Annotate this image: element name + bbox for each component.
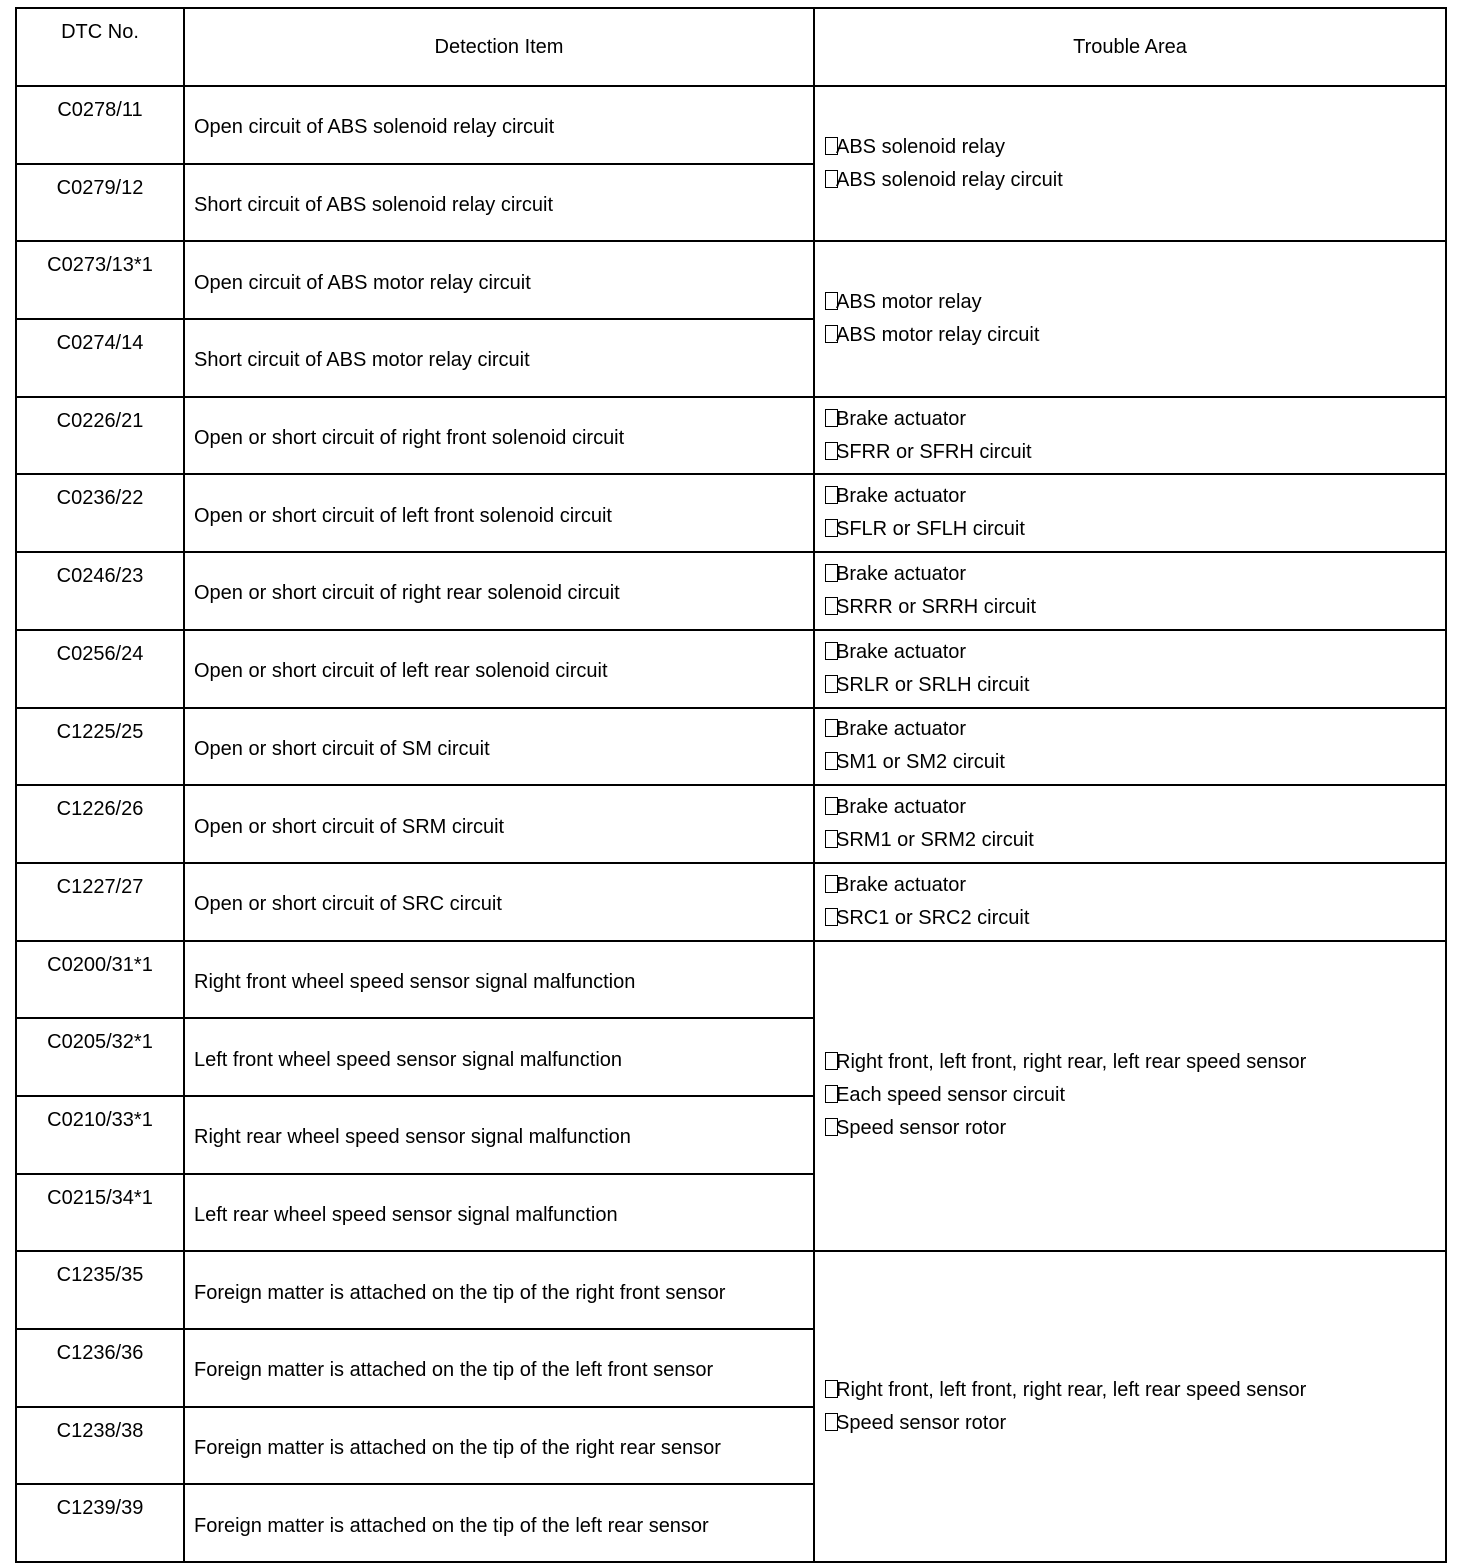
trouble-area-line [825,591,1445,624]
table-row [16,397,1446,475]
trouble-area-text: Brake actuator [836,640,967,663]
dtc-code: C0236/22 [16,474,184,552]
table-row [16,863,1446,941]
trouble-area-line [825,1374,1445,1407]
table-body [16,86,1446,1562]
trouble-area-text: SRLR or SRLH circuit [836,673,1030,696]
detection-item: Left rear wheel speed sensor signal malfunction [184,1174,814,1252]
trouble-area-text: SFLR or SFLH circuit [836,518,1025,541]
detection-item: Open circuit of ABS solenoid relay circuit [184,86,814,164]
trouble-area-text: Brake actuator [836,562,967,585]
trouble-area-line [825,1112,1445,1145]
detection-item: Left front wheel speed sensor signal malfunction [184,1018,814,1096]
trouble-area-line [825,791,1445,824]
trouble-area-text: SM1 or SM2 circuit [836,751,1005,774]
dtc-code: C0256/24 [16,630,184,708]
trouble-area-text: ABS solenoid relay [836,135,1005,158]
trouble-area [814,552,1446,630]
detection-item: Foreign matter is attached on the tip of the right rear sensor [184,1407,814,1485]
trouble-area-line [825,636,1445,669]
dtc-code: C0278/11 [16,86,184,164]
detection-item: Open or short circuit of left front solenoid circuit [184,474,814,552]
trouble-area-text: ABS motor relay circuit [836,324,1040,347]
dtc-table-container [15,7,1447,1563]
trouble-area-text: SRM1 or SRM2 circuit [836,829,1034,852]
trouble-area-line [825,164,1445,197]
trouble-area-line [825,319,1445,352]
dtc-code: C0279/12 [16,164,184,242]
trouble-area-text: Right front, left front, right rear, left rear speed sensor [836,1378,1307,1401]
dtc-code: C0205/32*1 [16,1018,184,1096]
trouble-area-line [825,713,1445,746]
trouble-area [814,630,1446,708]
trouble-area [814,708,1446,786]
dtc-code: C0210/33*1 [16,1096,184,1174]
table-row [16,1251,1446,1329]
trouble-area-line [825,558,1445,591]
trouble-area [814,863,1446,941]
dtc-code: C0246/23 [16,552,184,630]
dtc-code: C0226/21 [16,397,184,475]
trouble-area-line [825,131,1445,164]
detection-item: Right front wheel speed sensor signal malfunction [184,941,814,1019]
dtc-code: C1225/25 [16,708,184,786]
detection-item: Open or short circuit of left rear solenoid circuit [184,630,814,708]
trouble-area-text: Brake actuator [836,485,967,508]
dtc-code: C1236/36 [16,1329,184,1407]
table-row [16,630,1446,708]
trouble-area [814,86,1446,241]
table-row [16,708,1446,786]
table-row [16,941,1446,1019]
trouble-area-line [825,286,1445,319]
trouble-area-line [825,824,1445,857]
trouble-area-text: Speed sensor rotor [836,1411,1007,1434]
trouble-area-text: SRRR or SRRH circuit [836,595,1037,618]
trouble-area [814,474,1446,552]
trouble-area [814,941,1446,1252]
trouble-area-line [825,480,1445,513]
dtc-code: C0274/14 [16,319,184,397]
trouble-area-line [825,436,1445,469]
trouble-area [814,397,1446,475]
trouble-area-text: ABS solenoid relay circuit [836,168,1063,191]
trouble-area-text: Brake actuator [836,796,967,819]
detection-item: Foreign matter is attached on the tip of the right front sensor [184,1251,814,1329]
detection-item: Open circuit of ABS motor relay circuit [184,241,814,319]
trouble-area [814,1251,1446,1562]
trouble-area-text: ABS motor relay [836,291,982,314]
detection-item: Foreign matter is attached on the tip of the left front sensor [184,1329,814,1407]
dtc-code: C0273/13*1 [16,241,184,319]
trouble-area-text: Brake actuator [836,407,967,430]
trouble-area-line [825,669,1445,702]
trouble-area-line [825,902,1445,935]
header-trouble-area: Trouble Area [814,8,1446,86]
trouble-area-line [825,1407,1445,1440]
trouble-area-line [825,869,1445,902]
trouble-area [814,785,1446,863]
dtc-code: C1227/27 [16,863,184,941]
trouble-area-text: SRC1 or SRC2 circuit [836,906,1030,929]
table-row [16,474,1446,552]
trouble-area-text: Brake actuator [836,873,967,896]
trouble-area-line [825,746,1445,779]
detection-item: Open or short circuit of SRM circuit [184,785,814,863]
detection-item: Right rear wheel speed sensor signal malfunction [184,1096,814,1174]
trouble-area-text: Brake actuator [836,718,967,741]
trouble-area-text: Speed sensor rotor [836,1117,1007,1140]
table-row [16,785,1446,863]
trouble-area-text: SFRR or SFRH circuit [836,440,1032,463]
detection-item: Open or short circuit of SRC circuit [184,863,814,941]
detection-item: Short circuit of ABS solenoid relay circuit [184,164,814,242]
table-row [16,241,1446,319]
dtc-code: C1235/35 [16,1251,184,1329]
header-row [16,8,1446,86]
dtc-code: C1238/38 [16,1407,184,1485]
header-dtc-no: DTC No. [16,8,184,86]
table-row [16,552,1446,630]
detection-item: Foreign matter is attached on the tip of the left rear sensor [184,1484,814,1562]
detection-item: Open or short circuit of right front solenoid circuit [184,397,814,475]
detection-item: Open or short circuit of SM circuit [184,708,814,786]
trouble-area-line [825,513,1445,546]
dtc-code: C0200/31*1 [16,941,184,1019]
detection-item: Open or short circuit of right rear solenoid circuit [184,552,814,630]
header-detection-item: Detection Item [184,8,814,86]
table-row [16,86,1446,164]
dtc-table [15,7,1447,1563]
trouble-area-line [825,403,1445,436]
dtc-code: C0215/34*1 [16,1174,184,1252]
dtc-code: C1226/26 [16,785,184,863]
trouble-area-line [825,1046,1445,1079]
detection-item: Short circuit of ABS motor relay circuit [184,319,814,397]
trouble-area [814,241,1446,396]
trouble-area-text: Each speed sensor circuit [836,1084,1066,1107]
dtc-code: C1239/39 [16,1484,184,1562]
trouble-area-text: Right front, left front, right rear, left rear speed sensor [836,1051,1307,1074]
trouble-area-line [825,1079,1445,1112]
